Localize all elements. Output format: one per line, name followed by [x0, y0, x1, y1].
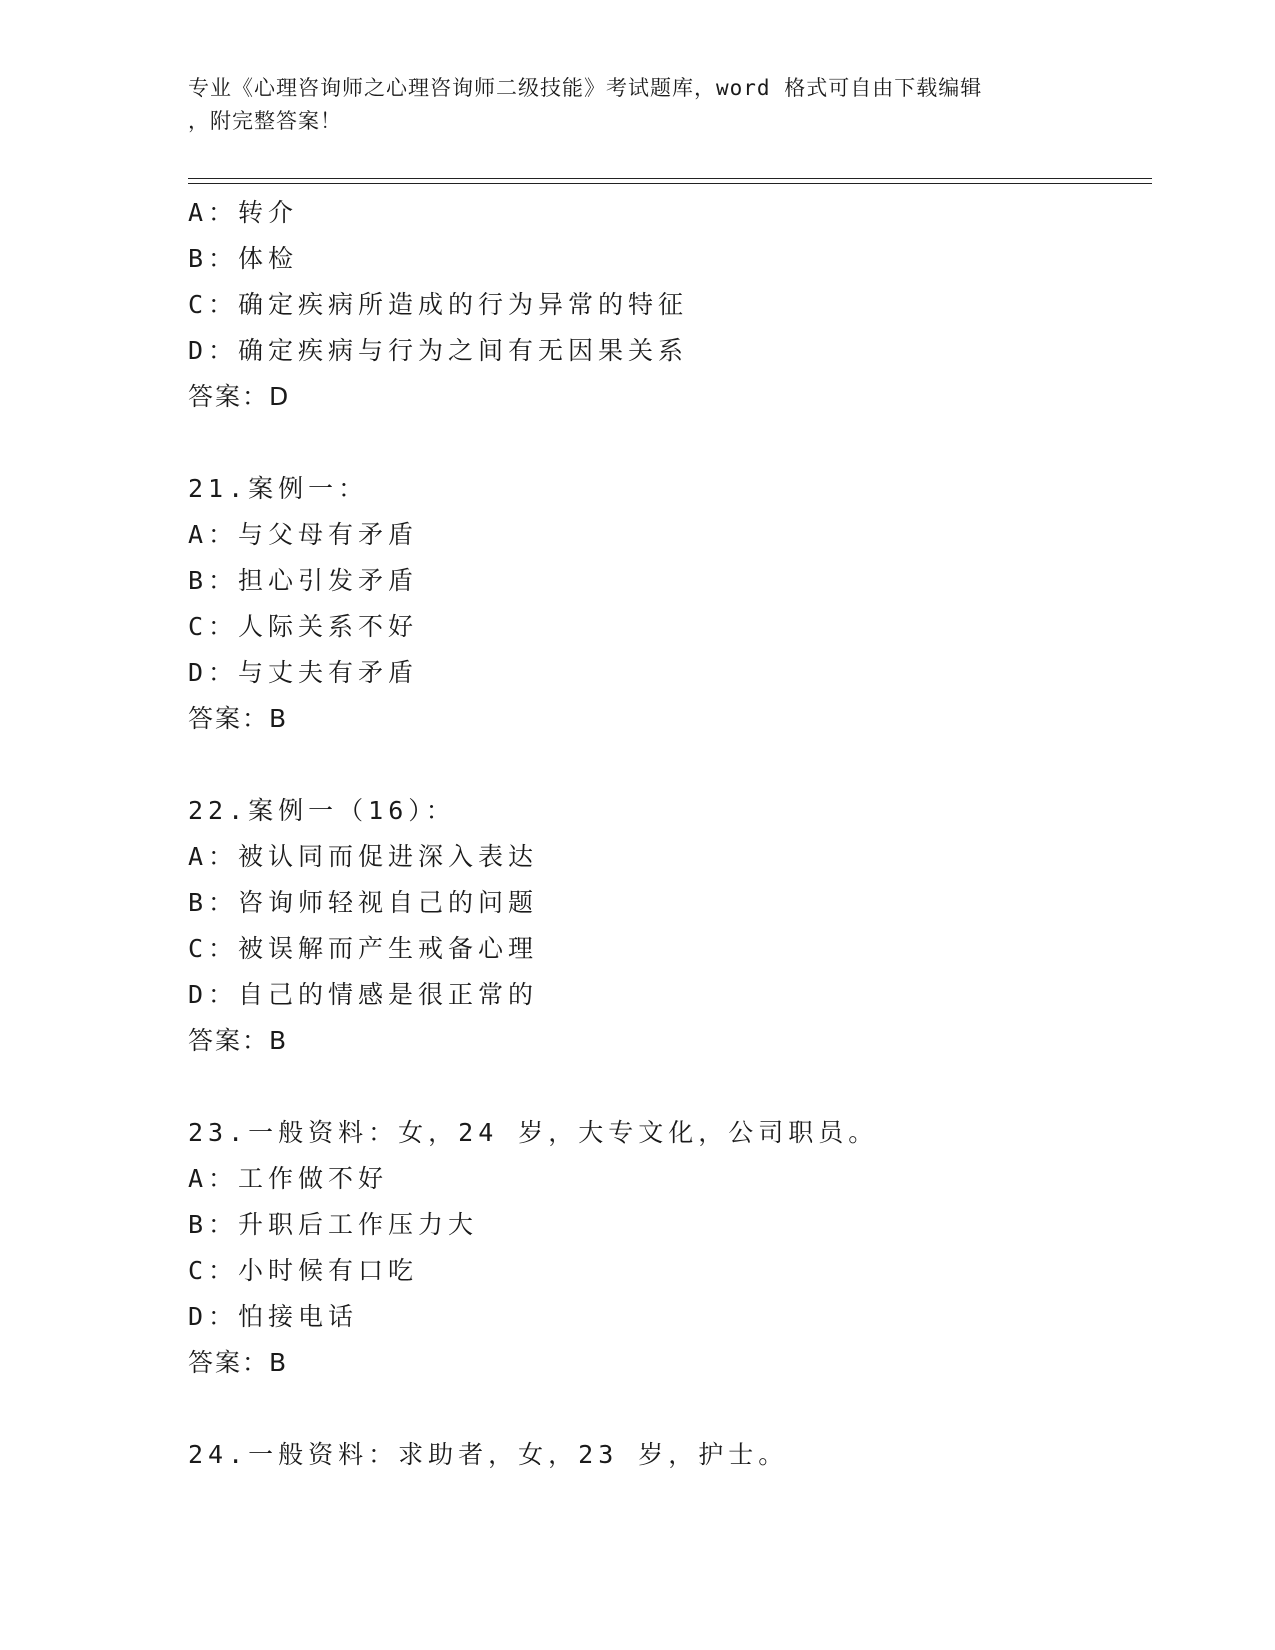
option-b: B：咨询师轻视自己的问题	[188, 888, 539, 917]
document-header	[188, 72, 1088, 138]
question-title: 22.案例一（16）：	[188, 796, 456, 825]
header-divider-bottom	[188, 183, 1152, 184]
spacer	[188, 1386, 1148, 1432]
option-a: A：工作做不好	[188, 1164, 389, 1193]
option-d: D：自己的情感是很正常的	[188, 980, 539, 1009]
question-block-prev	[188, 190, 1148, 420]
answer-label: 答案：B	[188, 704, 289, 733]
question-block-24	[188, 1432, 1148, 1478]
question-block-22	[188, 788, 1148, 1064]
option-c: C：被误解而产生戒备心理	[188, 934, 539, 963]
option-a: A：与父母有矛盾	[188, 520, 419, 549]
option-c: C：确定疾病所造成的行为异常的特征	[188, 290, 689, 319]
option-b: B：体检	[188, 244, 299, 273]
header-line-1: 专业《心理咨询师之心理咨询师二级技能》考试题库，word 格式可自由下载编辑	[188, 76, 983, 100]
spacer	[188, 742, 1148, 788]
option-d: D：确定疾病与行为之间有无因果关系	[188, 336, 689, 365]
question-title: 24.一般资料：求助者，女，23 岁，护士。	[188, 1440, 789, 1469]
option-b: B：担心引发矛盾	[188, 566, 419, 595]
question-block-23	[188, 1110, 1148, 1386]
option-d: D：怕接电话	[188, 1302, 359, 1331]
answer-label: 答案：B	[188, 1026, 289, 1055]
question-title: 21.案例一：	[188, 474, 369, 503]
option-d: D：与丈夫有矛盾	[188, 658, 419, 687]
header-line-2: ，附完整答案！	[188, 109, 342, 133]
spacer	[188, 1064, 1148, 1110]
option-c: C：人际关系不好	[188, 612, 419, 641]
option-b: B：升职后工作压力大	[188, 1210, 479, 1239]
question-block-21	[188, 466, 1148, 742]
answer-label: 答案：B	[188, 1348, 289, 1377]
answer-label: 答案：D	[188, 382, 291, 411]
question-list	[188, 190, 1148, 1478]
header-divider-top	[188, 178, 1152, 179]
question-title: 23.一般资料：女，24 岁，大专文化，公司职员。	[188, 1118, 879, 1147]
option-a: A：被认同而促进深入表达	[188, 842, 539, 871]
option-a: A：转介	[188, 198, 299, 227]
spacer	[188, 420, 1148, 466]
option-c: C：小时候有口吃	[188, 1256, 419, 1285]
